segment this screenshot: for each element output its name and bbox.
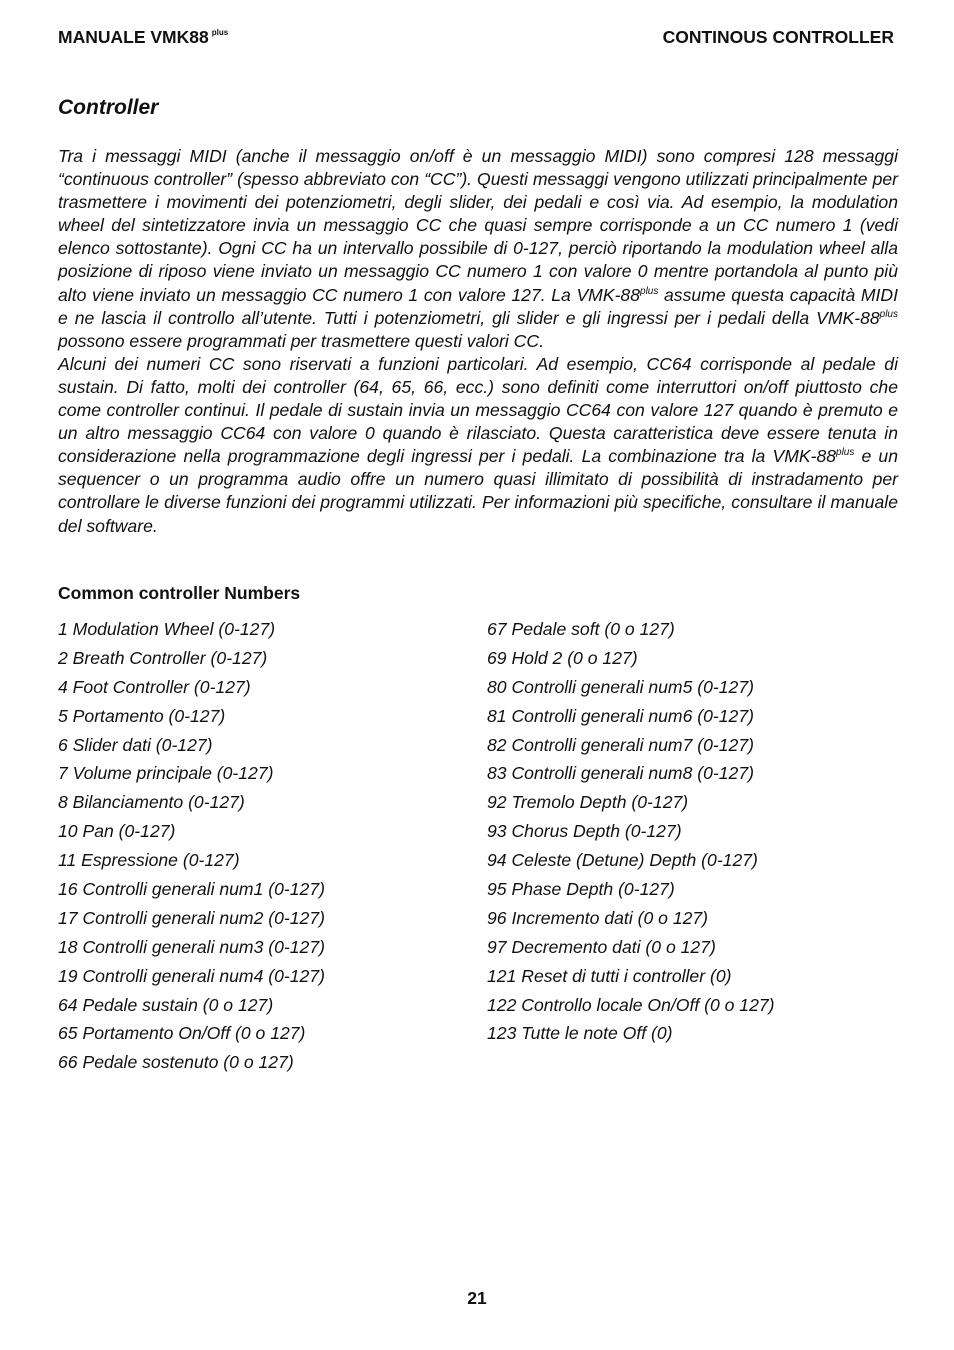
running-header-chapter: CONTINOUS CONTROLLER xyxy=(662,27,894,47)
controller-list-item: 80 Controlli generali num5 (0-127) xyxy=(487,676,754,697)
controller-list-item: 121 Reset di tutti i controller (0) xyxy=(487,965,732,986)
controller-list-item: 83 Controlli generali num8 (0-127) xyxy=(487,763,754,784)
manual-title: MANUALE VMK88 xyxy=(58,27,209,47)
paragraph-1 xyxy=(58,145,898,353)
controller-list-item: 19 Controlli generali num4 (0-127) xyxy=(58,965,325,986)
controller-list-item: 17 Controlli generali num2 (0-127) xyxy=(58,907,325,928)
controller-list-item: 7 Volume principale (0-127) xyxy=(58,763,274,784)
plus-superscript: plus xyxy=(836,447,855,459)
controller-list-item: 67 Pedale soft (0 o 127) xyxy=(487,619,675,639)
controller-list-left xyxy=(58,615,325,1077)
controller-list-item: 10 Pan (0-127) xyxy=(58,821,176,842)
body-text xyxy=(58,145,898,538)
controller-list-item: 94 Celeste (Detune) Depth (0-127) xyxy=(487,850,758,871)
controller-list-item: 4 Foot Controller (0-127) xyxy=(58,676,251,697)
controller-list-item: 1 Modulation Wheel (0-127) xyxy=(58,619,276,639)
controller-list-item: 93 Chorus Depth (0-127) xyxy=(487,821,682,842)
paragraph-2-text-b: e un sequencer o un programma audio offre un numero quasi illimitato di possibilità di instradamento per controllare le diverse funzioni dei programmi utilizzati. Per informazioni più specifiche, consultare il manuale del software. xyxy=(58,446,898,536)
paragraph-1-text-c: possono essere programmati per trasmettere questi valori CC. xyxy=(58,330,544,351)
controller-list-item: 64 Pedale sustain (0 o 127) xyxy=(58,994,274,1015)
controller-list-item: 6 Slider dati (0-127) xyxy=(58,734,213,755)
controller-list-item: 123 Tutte le note Off (0) xyxy=(487,1023,673,1044)
controller-list-item: 65 Portamento On/Off (0 o 127) xyxy=(58,1023,306,1044)
controller-list-item: 82 Controlli generali num7 (0-127) xyxy=(487,734,754,755)
controller-list-item: 96 Incremento dati (0 o 127) xyxy=(487,907,709,928)
controller-list-item: 81 Controlli generali num6 (0-127) xyxy=(487,705,754,726)
paragraph-2-text-a: Alcuni dei numeri CC sono riservati a funzioni particolari. Ad esempio, CC64 corrisponde al pedale di sustain. Di fatto, molti dei controller (64, 65, 66, ecc.) sono definiti come interruttori on/off piuttosto che come controller continui. Il pedale di sustain invia un messaggio CC64 con valore 127 quando è premuto e un altro messaggio CC64 con valore 0 quando è rilasciato. Questa caratteristica deve essere tenuta in considerazione nella programmazione degli ingressi per i pedali. La combinazione tra la VMK-88 xyxy=(58,353,898,467)
controller-list-item: 92 Tremolo Depth (0-127) xyxy=(487,792,689,813)
controller-list-item: 122 Controllo locale On/Off (0 o 127) xyxy=(487,994,775,1015)
controller-list-item: 11 Espressione (0-127) xyxy=(58,850,240,871)
running-header-manual-title xyxy=(58,27,228,48)
controller-list-item: 16 Controlli generali num1 (0-127) xyxy=(58,879,325,900)
paragraph-1-text-b: assume questa capacità MIDI e ne lascia il controllo all’utente. Tutti i potenziometri, gli slider e gli ingressi per i pedali della VMK-88 xyxy=(58,284,898,328)
controller-list-item: 66 Pedale sostenuto (0 o 127) xyxy=(58,1052,294,1073)
manual-title-plus-superscript: plus xyxy=(211,28,229,37)
controller-list-item: 18 Controlli generali num3 (0-127) xyxy=(58,936,325,957)
controller-list-item: 8 Bilanciamento (0-127) xyxy=(58,792,245,813)
list-title: Common controller Numbers xyxy=(58,583,301,603)
section-title: Controller xyxy=(58,96,159,119)
controller-list-item: 95 Phase Depth (0-127) xyxy=(487,879,675,900)
paragraph-1-text-a: Tra i messaggi MIDI (anche il messaggio on/off è un messaggio MIDI) sono compresi 128 messaggi “continuous controller” (spesso abbreviato con “CC”). Questi messaggi vengono utilizzati principalmente per trasmettere i movimenti dei potenziometri, degli slider, dei pedali e così via. Ad esempio, la modulation wheel del sintetizzatore invia un messaggio CC che quasi sempre corrisponde a un CC numero 1 (vedi elenco sottostante). Ogni CC ha un intervallo possibile di 0-127, perciò riportando la modulation wheel alla posizione di riposo viene inviato un messaggio CC numero 1 con valore 0 mentre portandola al punto più alto viene inviato un messaggio CC numero 1 con valore 127. La VMK-88 xyxy=(58,146,898,305)
paragraph-2 xyxy=(58,353,898,538)
plus-superscript: plus xyxy=(879,308,898,320)
page-number: 21 xyxy=(467,1288,487,1308)
plus-superscript: plus xyxy=(640,285,659,297)
controller-list-right xyxy=(487,615,775,1048)
controller-list-item: 69 Hold 2 (0 o 127) xyxy=(487,647,638,668)
controller-list-item: 2 Breath Controller (0-127) xyxy=(58,647,268,668)
controller-list-item: 97 Decremento dati (0 o 127) xyxy=(487,936,716,957)
controller-list-item: 5 Portamento (0-127) xyxy=(58,705,226,726)
